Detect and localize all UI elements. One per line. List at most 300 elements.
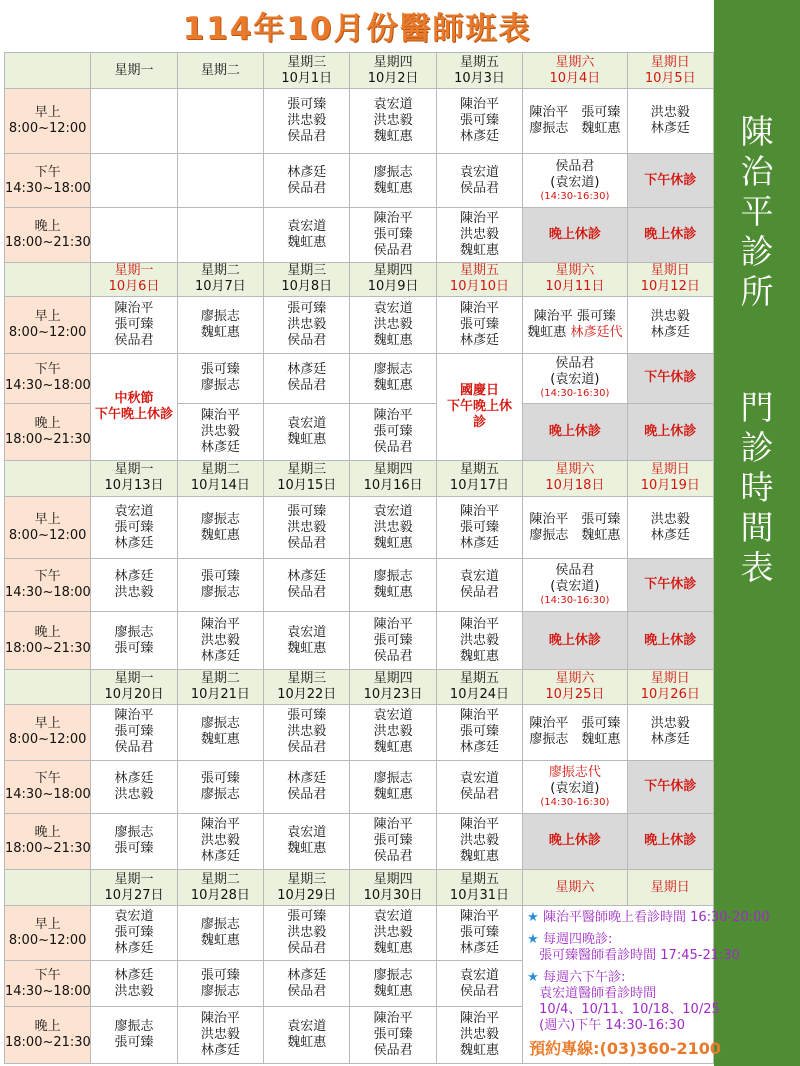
cell-line: 林彥廷 (650, 732, 690, 748)
cell-line: 晚上休診 (644, 833, 697, 849)
schedule-cell (350, 89, 436, 154)
day-header (627, 53, 713, 89)
cell-line: 魏虹惠 (459, 1043, 499, 1059)
cell-line: 8:00~12:00 (8, 324, 87, 340)
schedule-cell (436, 761, 522, 813)
star-icon: ★ (527, 910, 543, 926)
cell-line: 林彥廷代 (570, 324, 623, 340)
period-label (5, 297, 91, 354)
day-header (523, 460, 627, 496)
schedule-cell (627, 611, 713, 670)
cell-line: 晚上休診 (548, 423, 601, 439)
schedule-cell (350, 559, 436, 611)
cell-line: 早上 (34, 105, 61, 121)
cell-line: 晚上 (34, 825, 61, 841)
header-corner (5, 53, 91, 89)
sidebar-char: 所 (740, 272, 774, 311)
cell-line: 林彥廷 (114, 941, 154, 957)
cell-line: 廖振志 (373, 569, 413, 585)
schedule-cell (91, 153, 177, 207)
day-header (350, 262, 436, 296)
cell-line: 魏虹惠 林彥廷代 (527, 324, 623, 340)
sidebar-char: 治 (740, 152, 774, 191)
cell-line: 陳治平 (200, 817, 240, 833)
cell-line: 張可臻 (114, 925, 154, 941)
note-text: 每週四晚診: (542, 932, 613, 948)
cell-line: 侯品君 (287, 983, 327, 999)
cell-line: 袁宏道 (373, 300, 413, 316)
day-header (627, 870, 713, 906)
cell-line: 10月31日 (449, 887, 510, 903)
booking-phone: 預約專線:(03)360-2100 (529, 1039, 722, 1058)
cell-line: 林彥廷 (459, 740, 499, 756)
cell-line: 10月1日 (281, 70, 333, 86)
cell-line: 下午休診 (644, 577, 697, 593)
cell-line: 魏虹惠 (287, 431, 327, 447)
note-text: 10/4、10/11、10/18、10/25 (539, 1002, 720, 1018)
cell-line: 侯品君 (287, 180, 327, 196)
period-label (5, 153, 91, 207)
header-corner (5, 670, 91, 704)
header-corner (5, 262, 91, 296)
cell-line: 魏虹惠 (200, 933, 240, 949)
cell-line: 袁宏道 (373, 909, 413, 925)
cell-line: 陳治平 (459, 909, 499, 925)
cell-line: 星期五 (459, 871, 499, 887)
period-label (5, 404, 91, 461)
cell-line: 陳治平 (459, 1011, 499, 1027)
cell-line: 張可臻 (114, 724, 154, 740)
note-text: 陳治平醫師晚上看診時間 16:30-20:00 (542, 910, 770, 926)
cell-line: 10月9日 (367, 279, 419, 295)
schedule-cell (264, 297, 350, 354)
cell-line: 10月24日 (449, 687, 510, 703)
cell-line: 侯品君 (373, 849, 413, 865)
schedule-cell (436, 208, 522, 262)
period-label (5, 960, 91, 1006)
cell-line: 廖振志 (200, 511, 240, 527)
schedule-cell (91, 906, 177, 960)
cell-line: 魏虹惠 (373, 585, 413, 601)
cell-line: 林彥廷 (650, 121, 690, 137)
schedule-cell (436, 153, 522, 207)
cell-line: 林彥廷 (287, 770, 327, 786)
period-label (5, 353, 91, 403)
cell-line: 洪忠毅 (373, 925, 413, 941)
schedule-cell (436, 906, 522, 960)
cell-line: 早上 (34, 917, 61, 933)
page-title: 114年10月份醫師班表 (182, 10, 532, 47)
cell-line: 陳治平 (200, 1011, 240, 1027)
cell-line: 陳治平 (459, 97, 499, 113)
cell-line: 星期二 (200, 62, 240, 78)
schedule-cell (523, 208, 627, 262)
cell-line: 洪忠毅 (287, 724, 327, 740)
schedule-cell (523, 611, 627, 670)
schedule-cell (177, 704, 263, 761)
cell-line: 陳治平 張可臻 (529, 105, 621, 121)
day-header (264, 670, 350, 704)
cell-line: 洪忠毅 (459, 1027, 499, 1043)
day-header (350, 670, 436, 704)
cell-line: 袁宏道 (287, 219, 327, 235)
cell-line: 10月7日 (194, 279, 246, 295)
cell-line: 廖振志 魏虹惠 (529, 121, 621, 137)
cell-line: 廖振志 (200, 585, 240, 601)
day-header (264, 262, 350, 296)
schedule-cell (264, 813, 350, 870)
schedule-cell (91, 761, 177, 813)
cell-line: 袁宏道 (459, 770, 499, 786)
cell-line: 星期三 (287, 462, 327, 478)
cell-line: 陳治平 (459, 300, 499, 316)
cell-line: 10月11日 (545, 279, 605, 295)
schedule-cell (627, 89, 713, 154)
cell-line: 星期四 (373, 263, 413, 279)
schedule-cell (523, 89, 627, 154)
cell-line: 晚上 (34, 415, 61, 431)
day-header (436, 262, 522, 296)
schedule-cell (264, 208, 350, 262)
schedule-cell (264, 960, 350, 1006)
cell-line: 10月21日 (190, 687, 250, 703)
cell-line: 星期二 (200, 462, 240, 478)
cell-line: 林彥廷 (287, 569, 327, 585)
note-text: 袁宏道醫師看診時間 (539, 986, 657, 1002)
cell-line: 魏虹惠 (200, 324, 240, 340)
schedule-cell (91, 496, 177, 559)
cell-line: 魏虹惠 (200, 527, 240, 543)
cell-line: 袁宏道 (459, 164, 499, 180)
cell-line: 林彥廷 (200, 439, 240, 455)
cell-line: 18:00~21:30 (5, 1035, 91, 1051)
cell-line: 張可臻 (373, 423, 413, 439)
cell-line: 下午休診 (644, 370, 697, 386)
cell-line: 10月4日 (549, 70, 601, 86)
day-header (177, 670, 263, 704)
cell-line: 侯品君 (287, 786, 327, 802)
cell-line: 晚上休診 (548, 227, 601, 243)
schedule-table (4, 52, 770, 1064)
cell-line: 陳治平 (114, 708, 154, 724)
cell-line: 10月12日 (640, 279, 700, 295)
schedule-cell (436, 960, 522, 1006)
cell-line: 侯品君 (555, 563, 595, 579)
cell-line: 早上 (34, 511, 61, 527)
cell-line: 星期一 (114, 263, 154, 279)
schedule-cell (350, 208, 436, 262)
cell-line: 張可臻 (373, 227, 413, 243)
cell-line: 星期日 (650, 671, 690, 687)
cell-line: 袁宏道 (459, 967, 499, 983)
clinic-name (714, 112, 800, 312)
cell-line: 張可臻 (287, 503, 327, 519)
cell-line: 下午 (34, 569, 61, 585)
cell-line: 10月27日 (104, 887, 164, 903)
cell-line: 14:30~18:00 (5, 378, 91, 394)
cell-line: 侯品君 (287, 535, 327, 551)
header-corner (5, 460, 91, 496)
cell-line: 張可臻 (114, 640, 154, 656)
cell-line: 張可臻 (373, 833, 413, 849)
cell-line: 侯品君 (373, 1043, 413, 1059)
cell-line: 袁宏道 (459, 569, 499, 585)
cell-line: 張可臻 (287, 708, 327, 724)
sidebar-char: 診 (740, 232, 774, 271)
cell-line: 洪忠毅 (650, 716, 690, 732)
schedule-cell (91, 813, 177, 870)
cell-line: 星期六 (555, 54, 595, 70)
cell-line: 星期四 (373, 462, 413, 478)
star-icon: ★ (527, 932, 543, 948)
sidebar-char: 診 (740, 428, 774, 467)
cell-line: (袁宏道) (550, 372, 600, 388)
cell-line: 洪忠毅 (373, 113, 413, 129)
schedule-cell (523, 704, 627, 761)
schedule-cell (523, 496, 627, 559)
cell-line: 張可臻 (200, 569, 240, 585)
cell-line: 張可臻 (114, 519, 154, 535)
schedule-cell (264, 761, 350, 813)
cell-line: 張可臻 (287, 97, 327, 113)
cell-line: 林彥廷 (200, 849, 240, 865)
cell-line: 張可臻 (287, 300, 327, 316)
note-line (527, 1002, 720, 1018)
cell-line: 下午 (34, 770, 61, 786)
cell-line: 星期一 (114, 671, 154, 687)
schedule-cell (264, 153, 350, 207)
cell-line: 林彥廷 (114, 535, 154, 551)
cell-line: 林彥廷 (459, 332, 499, 348)
cell-line: 洪忠毅 (287, 316, 327, 332)
cell-line: 下午晚上休診 (95, 406, 174, 422)
schedule-cell (627, 559, 713, 611)
cell-line: 星期日 (650, 879, 690, 895)
cell-line: 星期六 (555, 671, 595, 687)
schedule-cell (627, 813, 713, 870)
cell-line: 晚上休診 (644, 632, 697, 648)
cell-line: 星期四 (373, 54, 413, 70)
cell-line: 魏虹惠 (459, 648, 499, 664)
schedule-cell (627, 704, 713, 761)
period-label (5, 906, 91, 960)
cell-line: 星期五 (459, 671, 499, 687)
schedule-cell (350, 153, 436, 207)
cell-line: (14:30-16:30) (540, 796, 610, 808)
day-header (91, 53, 177, 89)
cell-line: 10月2日 (367, 70, 419, 86)
cell-line: 侯品君 (287, 332, 327, 348)
cell-line: 陳治平 (459, 708, 499, 724)
cell-line: 魏虹惠 (459, 243, 499, 259)
cell-line: 林彥廷 (114, 967, 154, 983)
cell-line: 10月5日 (644, 70, 696, 86)
schedule-cell (350, 813, 436, 870)
schedule-cell (436, 559, 522, 611)
cell-line: 魏虹惠 (373, 983, 413, 999)
cell-line: 張可臻 (114, 316, 154, 332)
schedule-cell (523, 153, 627, 207)
cell-line: 林彥廷 (459, 941, 499, 957)
cell-line: 洪忠毅 (650, 308, 690, 324)
schedule-cell (177, 208, 263, 262)
sidebar-char: 時 (740, 468, 774, 507)
schedule-cell (436, 1007, 522, 1064)
day-header (627, 670, 713, 704)
schedule-cell (264, 89, 350, 154)
cell-line: 10月19日 (640, 478, 700, 494)
schedule-cell (436, 813, 522, 870)
schedule-cell (350, 297, 436, 354)
cell-line: 下午休診 (644, 172, 697, 188)
note-text: 張可臻醫師看診時間 17:45-21:30 (539, 948, 740, 964)
cell-line: 張可臻 (459, 519, 499, 535)
cell-line: 18:00~21:30 (5, 235, 91, 251)
day-header (177, 53, 263, 89)
schedule-cell (177, 906, 263, 960)
schedule-cell (350, 960, 436, 1006)
schedule-cell (91, 559, 177, 611)
cell-line: 星期一 (114, 462, 154, 478)
cell-line: 洪忠毅 (650, 105, 690, 121)
cell-line: 星期日 (650, 263, 690, 279)
schedule-cell (436, 353, 522, 460)
period-label (5, 89, 91, 154)
cell-line: 陳治平 (200, 616, 240, 632)
day-header (627, 262, 713, 296)
cell-line: 廖振志 (114, 825, 154, 841)
cell-line: 魏虹惠 (287, 235, 327, 251)
cell-line: 晚上 (34, 219, 61, 235)
schedule-cell (177, 813, 263, 870)
cell-line: 星期三 (287, 54, 327, 70)
cell-line: 侯品君 (287, 740, 327, 756)
cell-line: 袁宏道 (287, 825, 327, 841)
cell-line: 洪忠毅 (459, 632, 499, 648)
cell-line: 10月17日 (449, 478, 510, 494)
cell-line: 林彥廷 (287, 362, 327, 378)
cell-line: 星期六 (555, 462, 595, 478)
schedule-cell (177, 559, 263, 611)
schedule-cell (350, 611, 436, 670)
cell-line: 林彥廷 (200, 1043, 240, 1059)
period-label (5, 1007, 91, 1064)
cell-line: 廖振志 (200, 917, 240, 933)
day-header (627, 460, 713, 496)
schedule-cell (350, 761, 436, 813)
schedule-cell (177, 960, 263, 1006)
cell-line: 14:30~18:00 (5, 585, 91, 601)
schedule-cell (91, 960, 177, 1006)
day-header (436, 460, 522, 496)
cell-line: 星期三 (287, 871, 327, 887)
cell-line: 星期五 (459, 462, 499, 478)
cell-line: 魏虹惠 (287, 1035, 327, 1051)
cell-line: 魏虹惠 (373, 180, 413, 196)
cell-line: 張可臻 (200, 362, 240, 378)
cell-line: 洪忠毅 (114, 786, 154, 802)
cell-line: 8:00~12:00 (8, 527, 87, 543)
schedule-cell (523, 297, 627, 354)
cell-line: 10月18日 (545, 478, 605, 494)
period-label (5, 813, 91, 870)
note-line (527, 970, 709, 986)
cell-line: 袁宏道 (373, 708, 413, 724)
schedule-cell (350, 906, 436, 960)
cell-line: 侯品君 (459, 180, 499, 196)
cell-line: 星期一 (114, 62, 154, 78)
cell-line: 林彥廷 (114, 569, 154, 585)
day-header (177, 460, 263, 496)
cell-line: 14:30~18:00 (5, 180, 91, 196)
period-label (5, 559, 91, 611)
cell-line: 下午晚上休 (446, 398, 512, 414)
cell-line: 星期日 (650, 462, 690, 478)
cell-line: 10月13日 (104, 478, 164, 494)
cell-line: 袁宏道 (373, 97, 413, 113)
cell-line: 侯品君 (287, 941, 327, 957)
cell-line: 洪忠毅 (114, 983, 154, 999)
note-line (527, 932, 709, 948)
cell-line: (袁宏道) (550, 579, 600, 595)
cell-line: 林彥廷 (459, 535, 499, 551)
period-label (5, 761, 91, 813)
cell-line: 洪忠毅 (373, 316, 413, 332)
note-line (527, 948, 740, 964)
cell-line: 洪忠毅 (200, 423, 240, 439)
schedule-cell (177, 761, 263, 813)
schedule-cell (91, 704, 177, 761)
schedule-cell (91, 1007, 177, 1064)
cell-line: 廖振志 (200, 786, 240, 802)
schedule-cell (177, 496, 263, 559)
schedule-cell (264, 611, 350, 670)
schedule-cell (264, 559, 350, 611)
cell-line: 張可臻 (459, 724, 499, 740)
cell-line: (14:30-16:30) (540, 190, 610, 202)
schedule-cell (350, 496, 436, 559)
schedule-cell (91, 611, 177, 670)
schedule-cell (264, 906, 350, 960)
cell-line: 星期二 (200, 871, 240, 887)
cell-line: 10月20日 (104, 687, 164, 703)
schedule-cell (177, 1007, 263, 1064)
cell-line: 侯品君 (459, 983, 499, 999)
schedule-cell (523, 559, 627, 611)
cell-line: 早上 (34, 716, 61, 732)
notes-box (523, 906, 770, 1064)
cell-line: 魏虹惠 (373, 786, 413, 802)
schedule-cell (177, 404, 263, 461)
cell-line: 侯品君 (373, 439, 413, 455)
cell-line: 星期六 (555, 263, 595, 279)
cell-line: 中秋節 (114, 390, 154, 406)
cell-line: 洪忠毅 (459, 227, 499, 243)
cell-line: (袁宏道) (550, 780, 600, 796)
cell-line: 10月15日 (277, 478, 337, 494)
cell-line: 10月25日 (545, 687, 605, 703)
cell-line: 10月29日 (277, 887, 337, 903)
cell-line: 下午 (34, 164, 61, 180)
cell-line: 陳治平 (459, 616, 499, 632)
cell-line: 10月16日 (363, 478, 423, 494)
cell-line: 廖振志 (373, 164, 413, 180)
cell-line: 陳治平 張可臻 (529, 511, 621, 527)
schedule-cell (91, 297, 177, 354)
period-label (5, 704, 91, 761)
day-header (264, 460, 350, 496)
cell-line: 星期三 (287, 671, 327, 687)
